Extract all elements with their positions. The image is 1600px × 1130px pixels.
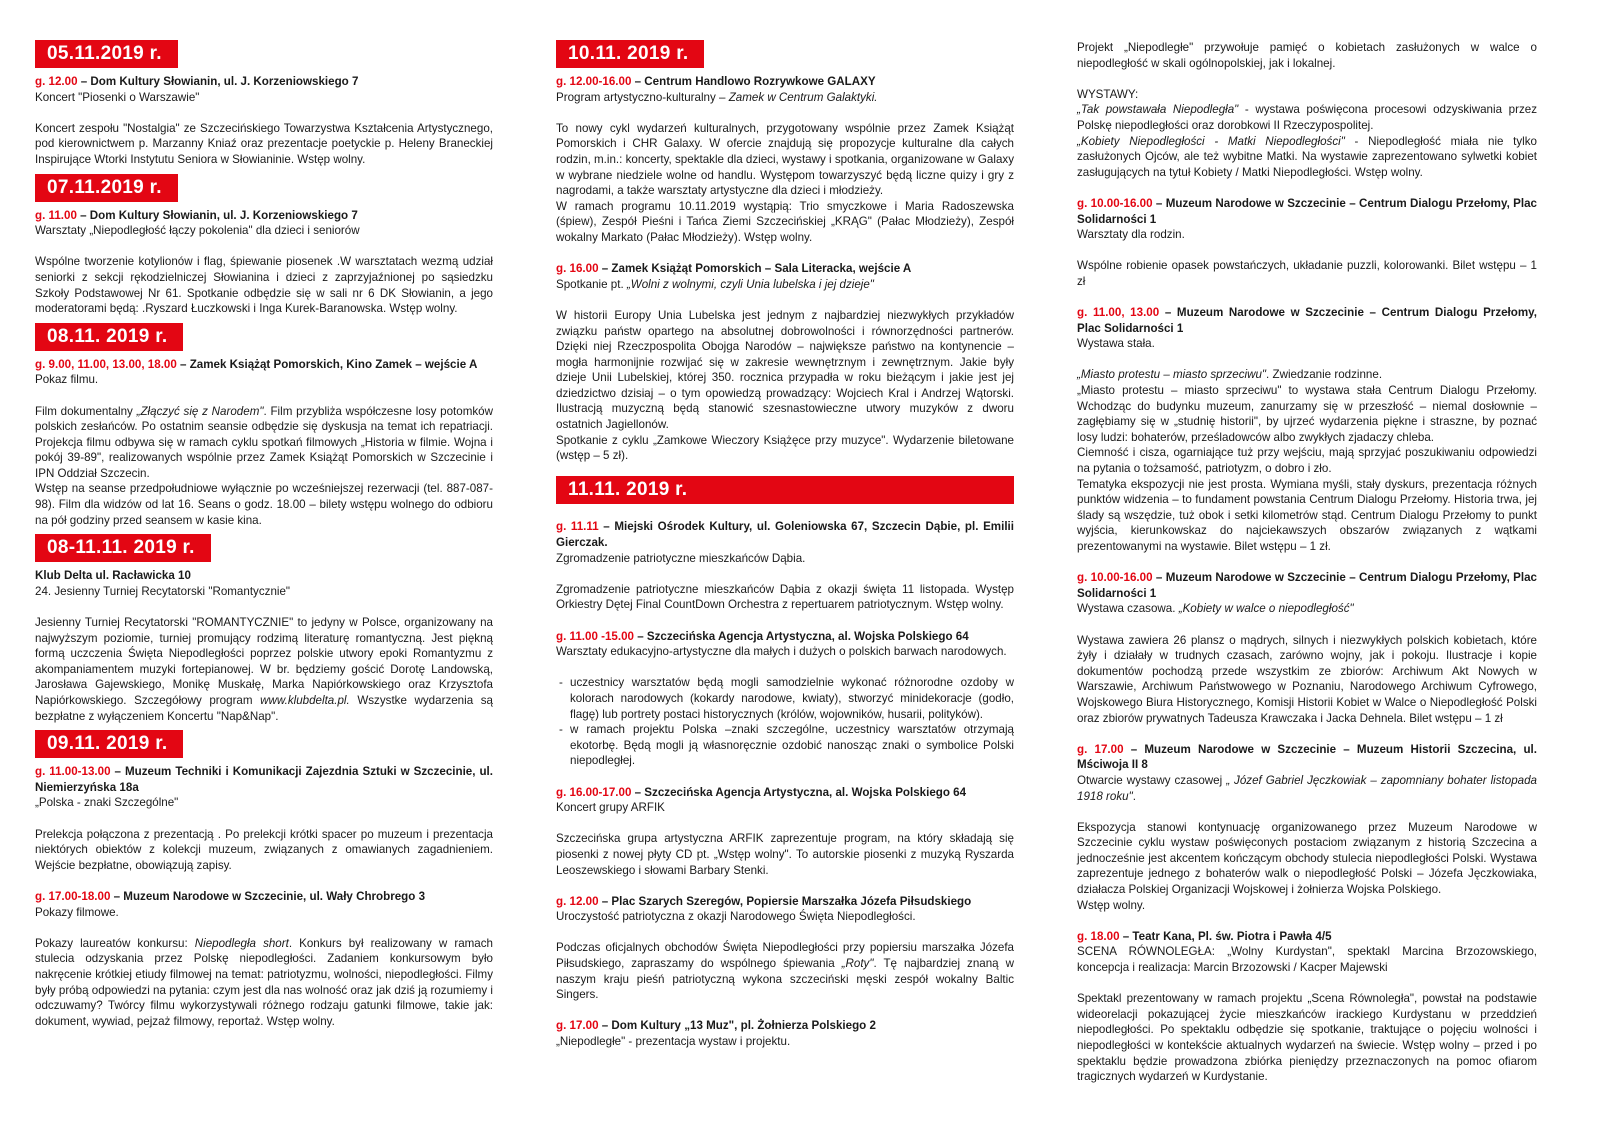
event-description: Ekspozycja stanowi kontynuację organizowanego przez Muzeum Narodowe w Szczecinie cyklu wystaw poświęconych postaciom związanym z historią Szczecina a jednocześnie jest akcentem kończącym obchody stulecia niepodległości Polski. Wystawa zaprezentuje jednego z bohaterów walk o niepodległość Polski – Józefa Jęczkowiaka, działacza Polskiej Organizacji Wojskowej i żołnierza Wojska Polskiego. [1077, 820, 1537, 897]
event-subtitle: Koncert "Piosenki o Warszawie" [35, 90, 200, 104]
date-banner: 11.11. 2019 r. [556, 476, 1014, 504]
event-subtitle: „Polska - znaki Szczególne" [35, 796, 179, 810]
column-3 [1077, 40, 1537, 1085]
event-place: – Zamek Książąt Pomorskich – Sala Literacka, wejście A [598, 262, 912, 276]
event-description: Spotkanie z cyklu „Zamkowe Wieczory Książęce przy muzyce". Wydarzenie biletowane (wstęp – 5 zł). [556, 433, 1014, 463]
event-time: g. 17.00 [1077, 742, 1124, 756]
event-description: Wspólne robienie opasek powstańczych, układanie puzzli, kolorowanki. Bilet wstępu – 1 zł [1077, 259, 1537, 288]
event-header [1077, 570, 1537, 601]
event-place: – Muzeum Techniki i Komunikacji Zajezdnia Sztuki w Szczecinie, ul. Niemierzyńska 18a [35, 765, 493, 794]
event-header [556, 1018, 1014, 1034]
event-place: Klub Delta ul. Racławicka 10 [35, 569, 191, 583]
list-item: - uczestnicy warsztatów będą mogli samodzielnie wykonać różnorodne ozdoby w kolorach narodowych (kokardy narodowe, kwiaty), stworzyć minidekoracje (godło, flagę) lub portrety postaci historycznych (królów, wojowników, husarii, polityków). [570, 675, 1014, 722]
date-banner: 08-11.11. 2019 r. [35, 534, 211, 562]
event-description: Wspólne tworzenie kotylionów i flag, śpiewanie piosenek .W warsztatach wezmą udział seniorki z sekcji rękodzielniczej Słowianina i dzieci z zaprzyjaźnionej po sąsiedzku Szkoły Podstawowej Nr 61. Spotkanie odbędzie się w sali nr 6 DK Słowianin, a jego moderatorami będą: .Ryszard Łuczkowski i Inga Kurek-Baranowska. Wstęp wolny. [35, 255, 493, 316]
event-place: – Muzeum Narodowe w Szczecinie – Centrum Dialogu Przełomy, Plac Solidarności 1 [1077, 196, 1537, 226]
event-subtitle: Program artystyczno-kulturalny – Zamek w Centrum Galaktyki. [556, 90, 878, 104]
event-place: – Szczecińska Agencja Artystyczna, al. Wojska Polskiego 64 [631, 785, 967, 799]
event-header [35, 357, 493, 373]
event-description: W historii Europy Unia Lubelska jest jednym z najbardziej niezwykłych przykładów związku państw opartego na absolutnej dobrowolności i równorzędności partnerów. Dzięki niej Rzeczpospolita Obojga Narodów – największe państwo na kontynencie – mogła harmonijnie rozwijać się w zakresie wewnętrznym i zewnętrznym. Jakie były dzieje Unii Lubelskiej, której 350. rocznica przypadła w roku bieżącym i jakie jest jej dziedzictwo dzisiaj – o tym opowiedzą prowadzący: Wojciech Kral i Andrzej Wątorski. Ilustracją muzyczną będą stanowić szesnastowieczne utwory muzyków z dworu ostatnich Jagiellonów. [556, 308, 1014, 432]
event-description: Spektakl prezentowany w ramach projektu „Scena Równoległa", powstał na podstawie wideorelacji pokazującej życie mieszkańców irackiego Kurdystanu w przeddzień niepodległości. Po spektaklu odbędzie się spotkanie, traktujące o pojęciu wolności i niepodległości w kontekście aktualnych wydarzeń na świecie. Wstęp wolny – przed i po spektaklu będzie prowadzona zbiórka pieniędzy przeznaczonych na pomoc ofiarom tragicznych wydarzeń w Kurdystanie. [1077, 992, 1537, 1084]
event-place: – Muzeum Narodowe w Szczecinie – Centrum Dialogu Przełomy, Plac Solidarności 1 [1077, 306, 1537, 335]
event-header [35, 764, 493, 795]
website-link[interactable]: www.klubdelta.pl. [260, 694, 350, 707]
exhibition-item: „Kobiety Niepodległości - Matki Niepodległości" - Niepodległość miała nie tylko zasłużonych Ojców, ale też wybitne Matki. Na wystawie zaprezentowano sylwetki kobiet zasługujących na tytuł Kobiety / Matki Niepodległości. Wstęp wolny. [1077, 134, 1538, 179]
event-subtitle: Pokaz filmu. [35, 373, 99, 387]
event-description: Prelekcja połączona z prezentacją . Po prelekcji krótki spacer po muzeum i prezentacja niektórych obiektów z kolekcji muzeum, związanych z omawianych zagadnieniem. Wejście bezpłatne, obowiązują zapisy. [35, 827, 493, 872]
event-description: Jesienny Turniej Recytatorski "ROMANTYCZNIE" to jedyny w Polsce, organizowany na najwyższym poziomie, turniej promujący rodzimą literaturę romantyczną. Jest piękną formą uczczenia Święta Niepodległości poprzez polskie utwory epoki Romantyzmu z akompaniamentem muzyki fortepianowej. W br. będziemy gościć Dorotę Landowską, Jarosława Gajewskiego, Monikę Muskałę, Marka Napiórkowskiego oraz Krzysztofa Napiórkowskiego. Szczegółowy program www.klubdelta.pl. Wszystke wydarzenia są bezpłatne z wyłączeniem Koncertu "Nap&Nap". [35, 616, 493, 723]
event-header [35, 889, 493, 905]
event-place: – Muzeum Narodowe w Szczecinie – Muzeum Historii Szczecina, ul. Mściwoja II 8 [1077, 742, 1537, 772]
column-2 [556, 40, 1014, 1050]
event-subtitle: „Niepodległe" - prezentacja wystaw i projektu. [556, 1035, 791, 1049]
event-place: – Muzeum Narodowe w Szczecinie, ul. Wały Chrobrego 3 [110, 889, 426, 903]
list-item: - w ramach projektu Polska –znaki szczególne, uczestnicy warsztatów otrzymają ekotorbę. Będą mogli ją własnoręcznie ozdobić nanosząc znaki o symbolice Polski niepodległej. [570, 722, 1014, 769]
event-place: – Centrum Handlowo Rozrywkowe GALAXY [631, 75, 876, 88]
event-place: – Teatr Kana, Pl. św. Piotra i Pawła 4/5 [1119, 929, 1332, 943]
event-header [556, 785, 1014, 801]
event-place: – Muzeum Narodowe w Szczecinie – Centrum Dialogu Przełomy, Plac Solidarności 1 [1077, 571, 1537, 600]
event-subtitle: Otwarcie wystawy czasowej „ Józef Gabriel Jęczkowiak – zapomniany bohater listopada 1918 roku". [1077, 773, 1537, 803]
event-header [556, 629, 1014, 645]
event-place: – Dom Kultury Słowianin, ul. J. Korzeniowskiego 7 [76, 208, 358, 222]
date-banner: 05.11.2019 r. [35, 40, 178, 68]
event-description: Film dokumentalny „Złączyć się z Narodem". Film przybliża współczesne losy potomków polskich zesłańców. Po ostatnim seansie odbędzie się dyskusja na temat ich repatriacji. Projekcja filmu odbywa się w ramach cyklu spotkań filmowych „Historia w filmie. Wojna i pokój 39-89", realizowanych wspólnie przez Zamek Książąt Pomorskich w Szczecinie i IPN Oddział Szczecin. [35, 404, 493, 480]
event-header [556, 74, 1014, 90]
event-place: – Szczecińska Agencja Artystyczna, al. Wojska Polskiego 64 [634, 629, 969, 643]
event-subtitle: Warsztaty „Niepodległość łączy pokolenia" dla dzieci i seniorów [35, 224, 360, 238]
event-time: g. 16.00-17.00 [556, 785, 632, 799]
event-header [35, 568, 493, 584]
event-description: Ciemność i cisza, ogarniające tuż przy wejściu, mają sprzyjać poszukiwaniu odpowiedzi na pytania o tożsamość, patriotyzm, o dobro i zło. [1077, 446, 1537, 476]
event-description: Wstęp wolny. [1077, 898, 1146, 912]
event-description: „Miasto protestu – miasto sprzeciwu" to wystawa stała Centrum Dialogu Przełomy. Wchodząc do budynku muzeum, zanurzamy się w przeszłość – niemal dosłownie – zagłębiamy się w „studnię historii", by ujrzeć wydarzenia piękne i straszne, by poznać losy ludzi: bohaterów, prześladowców albo zwykłych zjadaczy chleba. [1077, 384, 1537, 444]
event-header [1077, 196, 1537, 227]
event-description: Wystawa zawiera 26 plansz o mądrych, silnych i niezwykłych polskich kobietach, które żyły i działały w trudnych czasach, zarówno wojny, jak i pokoju. Ilustracje i kopie dokumentów pochodzą przede wszystkim ze zbiorów: Archiwum Akt Nowych w Warszawie, Archiwum Państwowego w Poznaniu, Narodowego Archiwum Cyfrowego, Wojskowego Biura Historycznego, Komisji Historii Kobiet w Walce o Niepodległość Polski oraz zbiorów prywatnych Tadeusza Krawczaka i Jacka Dehnela. Bilet wstępu – 1 zł [1077, 633, 1537, 725]
event-header [35, 74, 493, 90]
event-place: – Zamek Książąt Pomorskich, Kino Zamek – wejście A [176, 357, 478, 371]
event-subtitle: Spotkanie pt. „Wolni z wolnymi, czyli Unia lubelska i jej dzieje" [556, 277, 874, 291]
event-description: W ramach programu 10.11.2019 wystąpią: Trio smyczkowe i Maria Radoszewska (śpiew), Zespół Pieśni i Tańca Ziemi Szczecińskiej „KRĄG" (Pałac Młodzieży), Zespół wokalny Markato (Pałac Młodzieży). Wstęp wolny. [556, 199, 1014, 244]
event-time: g. 11.11 [556, 520, 599, 534]
date-banner: 10.11. 2019 r. [556, 40, 704, 68]
event-place: – Plac Szarych Szeregów, Popiersie Marszałka Józefa Piłsudskiego [598, 894, 972, 908]
event-subtitle: SCENA RÓWNOLEGŁA: „Wolny Kurdystan", spektakl Marcina Brzozowskiego, koncepcja i realizacja: Marcin Brzozowski / Kacper Majewski [1077, 945, 1537, 975]
event-time: g. 10.00-16.00 [1077, 196, 1153, 210]
event-description: Szczecińska grupa artystyczna ARFIK zaprezentuje program, na który składają się piosenki z nowej płyty CD pt. „Wstęp wolny". To autorskie piosenki z muzyką Ryszarda Leoszewskiego i słowami Barbary Stenki. [556, 832, 1014, 877]
event-time: g. 12.00 [556, 894, 599, 908]
event-time: g. 12.00-16.00 [556, 75, 632, 88]
event-description: Zgromadzenie patriotyczne mieszkańców Dąbia z okazji święta 11 listopada. Występ Orkiestry Dętej Final CountDown Orchestra z repertuarem patriotycznym. Wstęp wolny. [556, 582, 1014, 612]
column-1 [35, 40, 493, 1029]
event-description: To nowy cykl wydarzeń kulturalnych, przygotowany wspólnie przez Zamek Książąt Pomorskich i CHR Galaxy. W ofercie znajdują się propozycje kulturalne dla całych rodzin, m.in.: koncerty, spektakle dla dzieci, wystawy i spotkania, organizowane w Galaxy w wybrane niedziele wolne od handlu. Występom towarzyszyć będą liczne quizy i gry z nagrodami, a także warsztaty artystyczne dla dzieci i młodzieży. [556, 121, 1014, 198]
event-header [1077, 929, 1537, 945]
event-description: Podczas oficjalnych obchodów Święta Niepodległości przy popiersiu marszałka Józefa Piłsudskiego, zapraszamy do wspólnego śpiewania „Roty". Tę najbardziej znaną w naszym kraju pieśń patriotyczną wykona szczeciński męski zespół wokalny Baltic Singers. [556, 941, 1014, 1002]
date-banner: 09.11. 2019 r. [35, 730, 183, 758]
event-header [35, 208, 493, 224]
event-time: g. 11.00 [35, 208, 77, 222]
event-header [556, 261, 1014, 277]
intro-text: Projekt „Niepodległe" przywołuje pamięć o kobietach zasłużonych w walce o niepodległość w skali ogólnopolskiej, jak i lokalnej. [1077, 41, 1537, 70]
event-subtitle: 24. Jesienny Turniej Recytatorski "Romantycznie" [35, 584, 291, 598]
event-description: Koncert zespołu "Nostalgia" ze Szczecińskiego Towarzystwa Kształcenia Artystycznego, pod kierownictwem p. Marzanny Kniaź oraz prezentacje poetyckie p. Heleny Braneckiej Inspirujące Wtorki Instytutu Seniora w Słowianinie. Wstęp wolny. [35, 121, 493, 166]
exhibition-item: „Tak powstawała Niepodległa" - wystawa poświęcona procesowi odzyskiwania przez Polskę niepodległości oraz dorobkowi II Rzeczypospolitej. [1077, 103, 1537, 132]
event-description: Tematyka ekspozycji nie jest prosta. Wymiana myśli, stały dyskurs, prezentacja różnych punktów widzenia – to fundament powstania Centrum Dialogu Przełomy. Historia trwa, jej ślady są wszędzie, tuż obok i setki kilometrów stąd. Centrum Dialogu Przełomy to punkt wyjścia, kierunkowskaz do najciekawszych obszarów związanych z wątkami prezentowanymi na wystawie. Bilet wstępu – 1 zł. [1077, 477, 1537, 553]
date-banner: 07.11.2019 r. [35, 174, 178, 202]
exhibitions-heading: WYSTAWY: [1077, 87, 1139, 101]
event-time: g. 11.00 -15.00 [556, 629, 634, 643]
event-place: – Miejski Ośrodek Kultury, ul. Goleniowska 67, Szczecin Dąbie, pl. Emilii Gierczak. [556, 520, 1014, 550]
event-time: g. 16.00 [556, 262, 599, 276]
event-time: g. 17.00-18.00 [35, 889, 111, 903]
bullet-list [556, 675, 1014, 769]
event-subtitle: Koncert grupy ARFIK [556, 801, 665, 815]
event-place: – Dom Kultury „13 Muz", pl. Żołnierza Polskiego 2 [598, 1019, 876, 1033]
date-banner: 08.11. 2019 r. [35, 323, 183, 351]
event-subtitle: Uroczystość patriotyczna z okazji Narodowego Święta Niepodległości. [556, 910, 916, 924]
event-subtitle: Zgromadzenie patriotyczne mieszkańców Dąbia. [556, 551, 806, 565]
event-description: Pokazy laureatów konkursu: Niepodległa short. Konkurs był realizowany w ramach stulecia odzyskania przez Polskę niepodległości. Zadaniem konkursowym było nakręcenie krótkiej etiudy filmowej na temat: patriotyzmu, wolności, niepodległości. Filmy były próbą odpowiedzi na pytania: czym jest dla nas wolność oraz jak dziś ją rozumiemy i odczuwamy? Twórcy filmu wykorzystywali różnego rodzaju gatunki filmowe, takie jak: dokument, wywiad, pejzaż filmowy, reportaż. Wstęp wolny. [35, 936, 493, 1028]
event-header [1077, 305, 1537, 336]
event-header [1077, 742, 1537, 773]
event-time: g. 11.00, 13.00 [1077, 306, 1160, 320]
event-description: Wstęp na seanse przedpołudniowe wyłącznie po wcześniejszej rezerwacji (tel. 887-087-98). Film dla widzów od lat 16. Seans o godz. 18.00 – bilety wstępu wolnego do odbioru na pół godziny przed seansem w kasie kina. [35, 482, 493, 527]
event-time: g. 11.00-13.00 [35, 765, 111, 779]
event-time: g. 17.00 [556, 1019, 599, 1033]
event-subtitle: Wystawa stała. [1077, 337, 1155, 351]
event-subtitle: Warsztaty edukacyjno-artystyczne dla małych i dużych o polskich barwach narodowych. [556, 645, 1007, 659]
event-header [556, 894, 1014, 910]
event-time: g. 12.00 [35, 75, 78, 88]
event-header [556, 519, 1014, 550]
event-time: g. 10.00-16.00 [1077, 571, 1153, 585]
event-place: – Dom Kultury Słowianin, ul. J. Korzeniowskiego 7 [77, 75, 359, 88]
event-time: g. 18.00 [1077, 929, 1120, 943]
event-time: g. 9.00, 11.00, 13.00, 18.00 [35, 357, 177, 371]
event-subtitle: Wystawa czasowa. „Kobiety w walce o niepodległość" [1077, 602, 1354, 616]
event-subtitle: Pokazy filmowe. [35, 905, 119, 919]
event-description: „Miasto protestu – miasto sprzeciwu". Zwiedzanie rodzinne. [1077, 368, 1383, 382]
event-subtitle: Warsztaty dla rodzin. [1077, 228, 1185, 242]
